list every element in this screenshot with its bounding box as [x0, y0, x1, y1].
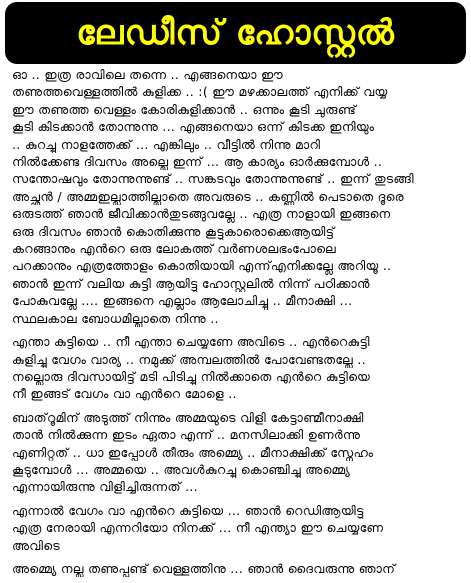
paragraph — [12, 560, 468, 577]
text-line: അച്ഛൻ / അമ്മഇല്ലാത്തില്ലാതെ അവരുടെ .. കണ്ണിൽ പെടാതെ ദൂരെ — [12, 188, 404, 204]
story-title: ലേഡീസ് ഹോസ്റ്റൽ — [76, 13, 395, 53]
text-line: ബാത്‌റൂമിന് അടുത്ത് നിന്നും അമ്മയുടെ വിളി കേട്ടാണ്മീനാക്ഷി — [12, 409, 364, 425]
text-line: ഓ .. ഇത്ര രാവിലെ തന്നെ .. എങ്ങനെയാ ഈ — [12, 67, 283, 82]
text-line: താൻ നിൽക്കുന്ന ഇടം ഏതാ എന്ന് .. മനസിലാക്കി ഉണർന്നു — [12, 427, 361, 443]
text-line: .. കുറച്ചു നാളത്തേക്ക് ... എങ്കിലും .. വീട്ടിൽ നിന്നു മാറി — [12, 136, 321, 152]
text-line: ഒരു ദിവസം ഞാൻ കൊതിക്കുന്നു കൂട്ടുകാരൊക്കെആയിട്ട് — [12, 223, 335, 239]
text-line: പോകുവല്ലേ .... ഇങ്ങനെ എല്ലാം ആലോചിച്ചു .. മീനാക്ഷി ... — [12, 293, 353, 309]
text-line: തണുത്തവെള്ളത്തിൽ കുളിക്ക .. :( ഈ മഴക്കാലത്ത് എനിക്ക് വയ്യ — [12, 84, 388, 100]
text-line: ഈ തണുത്ത വെള്ളം കോരികുളിക്കാൻ .. ഒന്നും കൂടി ചുരുണ്ട് — [12, 101, 357, 117]
text-line: നിൽക്കേണ്ട ദിവസം അല്ലെ ഇന്ന് ... ആ കാര്യം ഓർക്കുമ്പോള്‍ .. — [12, 154, 383, 170]
text-line: കുളിച്ചു വേഗം വാര്യ .. നമുക്ക് അമ്പലത്തിൽ പോവേണ്ടതല്ലേ .. — [12, 351, 366, 367]
paragraph — [12, 409, 468, 496]
text-line: അമ്മ്യെ നല്ല തണുപ്പുണ്ട് വെള്ളത്തിനു ... ഞാൻ ദൈവരുന്നു ഞാന് — [12, 560, 396, 576]
text-line: എണിറ്റത് .. ധാ ഇപ്പോൾ തീരും അമ്മ്യെ .. മീനാക്ഷിക്ക് സ്നേഹം — [12, 444, 374, 460]
text-line: കറങ്ങാനും എന്‍റെ ഒരു ലോകത്ത് വർണശലഭംപോലെ — [12, 241, 337, 257]
text-line: എത്ര നേരായി എന്നറിയോ നിനക്ക് ... നീ എന്ത്യാ ഈ ചെയ്യണേ — [12, 520, 384, 536]
text-line: കൂടി കിടക്കാൻ തോന്നുന്നു ... എങ്ങനെയാ ഒന്ന് കിടക്ക ഇനിയും — [12, 119, 375, 135]
title-banner — [5, 2, 466, 64]
paragraph — [12, 66, 468, 327]
story-body — [12, 66, 468, 583]
text-line: എന്താ കുട്ടിയെ .. നീ എന്താ ചെയ്യണേ അവിടെ .. എന്‍റെകുട്ടി — [12, 334, 370, 350]
text-line: എന്നാൽ വേഗം വാ എന്‍റെ കുട്ടിയെ ... ഞാൻ റെഡിആയിട്ടു — [12, 502, 364, 518]
text-line: നല്ലൊരു ദിവസായിട്ട് മടി പിടിച്ചു നിൽക്കാതെ എന്‍റെ കുട്ടിയെ — [12, 368, 371, 384]
paragraph — [12, 502, 468, 554]
text-line: നീ ഇങ്ങട് വേഗം വാ എന്‍റെ മോളെ .. — [12, 386, 237, 402]
text-line: കൂടുമ്പോൾ ... അമ്മയെ .. അവൾകുറച്ചു കൊഞ്ചിച്ചു അമ്മ്യെ — [12, 461, 350, 477]
text-line: എന്നായിരുന്നു വിളിച്ചിരുന്നത് ... — [12, 479, 198, 495]
text-line: അവിടെ — [12, 537, 60, 553]
text-line: ഞാൻ ഇന്ന് വലിയ കുട്ടി ആയിട്ടു ഹോസ്റ്റലിൽ നിന്ന് പഠിക്കാന്‍ — [12, 275, 370, 291]
text-line: പറക്കാനും എത്രത്തോളം കൊതിയായി എന്ന്എനിക്കല്ലേ അറിയൂ .. — [12, 258, 392, 274]
text-line: സന്തോഷവും തോന്നുന്നുണ്ട് .. സങ്കടവും തോന്നുന്നുണ്ട് .. ഇന്ന് തുടങ്ങി — [12, 171, 414, 187]
text-line: സ്ഥലകാല ബോധമില്ലാതെ നിന്നു .. — [12, 310, 219, 326]
text-line: ഒരുടത്ത് ഞാന്‍ ജീവിക്കാൻതുടങ്ങുവല്ലേ .. എത്ര നാളായി ഇങ്ങനെ — [12, 206, 391, 222]
paragraph — [12, 333, 468, 403]
